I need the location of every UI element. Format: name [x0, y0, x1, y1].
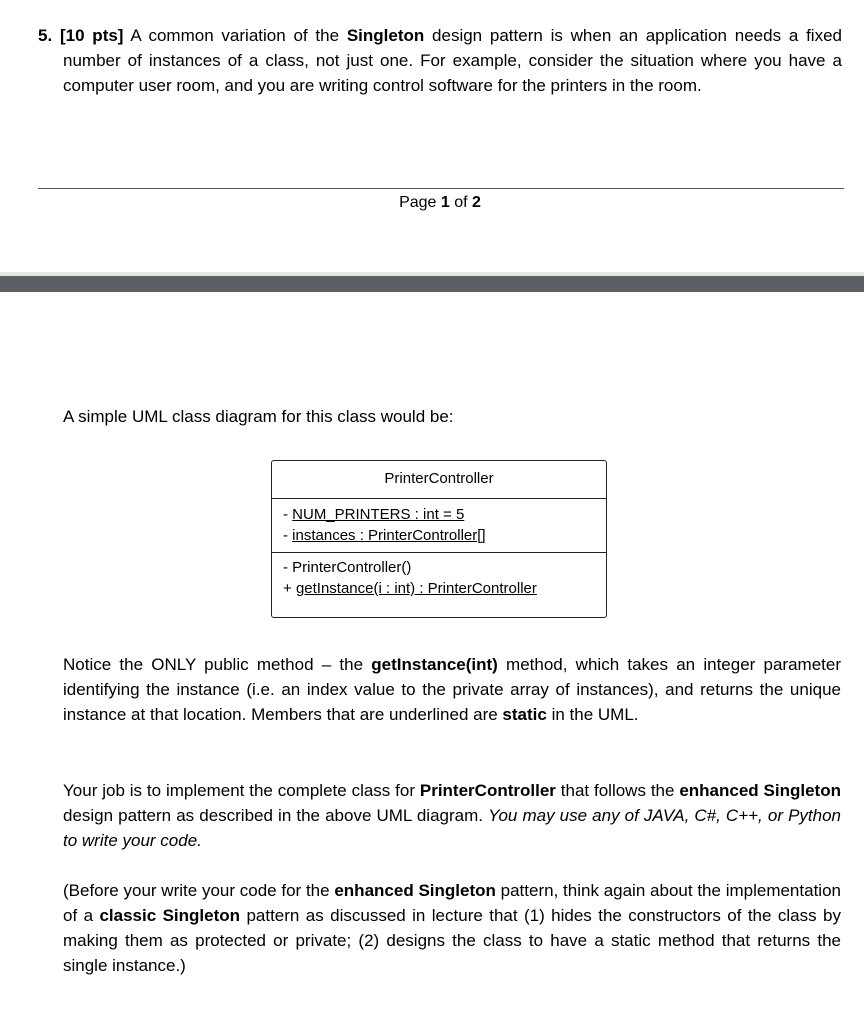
- note-text-3: pattern as discussed in lecture that (1) hides the constructors of the class by making them as protected or private; (2) designs the class to have a static method that returns the single instance.): [63, 906, 841, 975]
- uml-operation: [283, 578, 606, 599]
- note-paragraph: [63, 878, 841, 978]
- uml-attributes: [272, 499, 606, 553]
- job-enhanced: enhanced Singleton: [679, 781, 841, 800]
- job-class: PrinterController: [419, 781, 556, 800]
- uml-intro: A simple UML class diagram for this class would be:: [63, 407, 454, 426]
- question-intro-2: design pattern is when an application needs a fixed number of instances of a class, not just one. For example, consider the situation where you have a computer user room, and you are writing control software for the printers in the room.: [63, 26, 842, 95]
- uml-attribute: [283, 504, 606, 525]
- page-current: 1: [440, 194, 450, 211]
- uml-visibility: +: [283, 580, 296, 597]
- job-paragraph: [63, 778, 841, 853]
- uml-operation-text: PrinterController(): [292, 559, 412, 576]
- job-text-1: Your job is to implement the complete class for: [63, 781, 420, 800]
- note-classic: classic Singleton: [99, 906, 241, 925]
- question-number: 5.: [38, 26, 53, 45]
- note-text-2: pattern, think again about the implementation of a: [63, 881, 841, 925]
- singleton-term: Singleton: [346, 26, 425, 45]
- note-enhanced: enhanced Singleton: [334, 881, 496, 900]
- page-number: [0, 194, 864, 212]
- uml-attribute-text: instances : PrinterController[]: [292, 527, 486, 544]
- question-5: [38, 23, 842, 98]
- uml-attribute: [283, 525, 606, 546]
- uml-visibility: -: [283, 527, 293, 544]
- note-text-1: (Before your write your code for the: [63, 881, 335, 900]
- page-divider: [38, 188, 844, 189]
- uml-visibility: -: [283, 506, 293, 523]
- question-text: [38, 23, 842, 98]
- uml-operations: [272, 553, 606, 599]
- job-italic: You may use any of JAVA, C#, C++, or Python to write your code.: [63, 806, 841, 850]
- page-label: Page: [399, 194, 441, 211]
- page-break-bar: [0, 276, 864, 292]
- page-of: of: [449, 194, 473, 211]
- job-text-3: design pattern as described in the above UML diagram.: [63, 806, 489, 825]
- uml-visibility: -: [283, 559, 293, 576]
- notice-static: static: [502, 705, 547, 724]
- notice-text-3: in the UML.: [546, 705, 639, 724]
- uml-operation: [283, 557, 606, 578]
- notice-text-1: Notice the ONLY public method – the: [63, 655, 372, 674]
- question-points: [10 pts]: [59, 26, 124, 45]
- notice-paragraph: [63, 652, 841, 727]
- uml-class-name: PrinterController: [272, 461, 606, 499]
- question-intro-1: A common variation of the: [130, 26, 347, 45]
- notice-text-2: method, which takes an integer parameter identifying the instance (i.e. an index value to the private array of instances), and returns the unique instance at that location. Members that are underlined are: [63, 655, 842, 724]
- uml-class-diagram: [271, 460, 607, 618]
- job-text-2: that follows the: [555, 781, 680, 800]
- uml-attribute-text: NUM_PRINTERS : int = 5: [292, 506, 465, 523]
- notice-method: getInstance(int): [371, 655, 498, 674]
- uml-operation-text: getInstance(i : int) : PrinterController: [295, 580, 537, 597]
- page-total: 2: [472, 194, 481, 211]
